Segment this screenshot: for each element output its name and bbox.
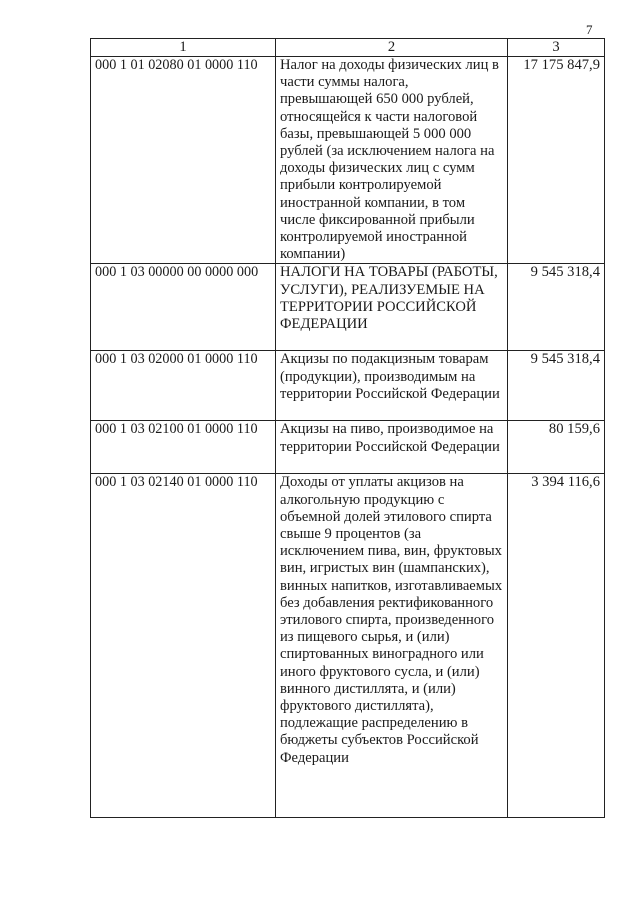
- revenue-name-cell: Акцизы по подакцизным товарам (продукции), производимым на территории Российской Федерации: [276, 351, 508, 421]
- budget-code-cell: 000 1 03 02100 01 0000 110: [91, 421, 276, 474]
- revenue-name-cell: НАЛОГИ НА ТОВАРЫ (РАБОТЫ, УСЛУГИ), РЕАЛИЗУЕМЫЕ НА ТЕРРИТОРИИ РОССИЙСКОЙ ФЕДЕРАЦИИ: [276, 264, 508, 351]
- column-header-code: 1: [91, 39, 276, 57]
- budget-revenue-table: [90, 38, 605, 818]
- budget-code-cell: 000 1 03 00000 00 0000 000: [91, 264, 276, 351]
- column-header-name: 2: [276, 39, 508, 57]
- table-header-row: [91, 39, 605, 57]
- amount-cell: 3 394 116,6: [508, 474, 605, 818]
- amount-cell: 9 545 318,4: [508, 351, 605, 421]
- revenue-name-cell: Акцизы на пиво, производимое на территории Российской Федерации: [276, 421, 508, 474]
- page-number: 7: [586, 22, 593, 37]
- revenue-name-cell: Налог на доходы физических лиц в части суммы налога, превышающей 650 000 рублей, относящейся к части налоговой базы, превышающей 5 000 000 рублей (за исключением налога на доходы физических лиц с сумм прибыли контролируемой иностранной компании, в том числе фиксированной прибыли контролируемой иностранной компании): [276, 57, 508, 264]
- amount-cell: 80 159,6: [508, 421, 605, 474]
- budget-code-cell: 000 1 03 02140 01 0000 110: [91, 474, 276, 818]
- amount-cell: 9 545 318,4: [508, 264, 605, 351]
- table-row: [91, 421, 605, 474]
- column-header-amount: 3: [508, 39, 605, 57]
- table-row: [91, 474, 605, 818]
- budget-code-cell: 000 1 03 02000 01 0000 110: [91, 351, 276, 421]
- table-row: [91, 351, 605, 421]
- budget-code-cell: 000 1 01 02080 01 0000 110: [91, 57, 276, 264]
- amount-cell: 17 175 847,9: [508, 57, 605, 264]
- revenue-name-cell: Доходы от уплаты акцизов на алкогольную продукцию с объемной долей этилового спирта свыше 9 процентов (за исключением пива, вин, фруктовых вин, игристых вин (шампанских), винных напитков, изготавливаемых без добавления ректификованного этилового спирта, произведенного из пищевого сырья, и (или) спиртованных виноградного или иного фруктового сусла, и (или) винного дистиллята, и (или) фруктового дистиллята), подлежащие распределению в бюджеты субъектов Российской Федерации: [276, 474, 508, 818]
- table-row: [91, 264, 605, 351]
- table-row: [91, 57, 605, 264]
